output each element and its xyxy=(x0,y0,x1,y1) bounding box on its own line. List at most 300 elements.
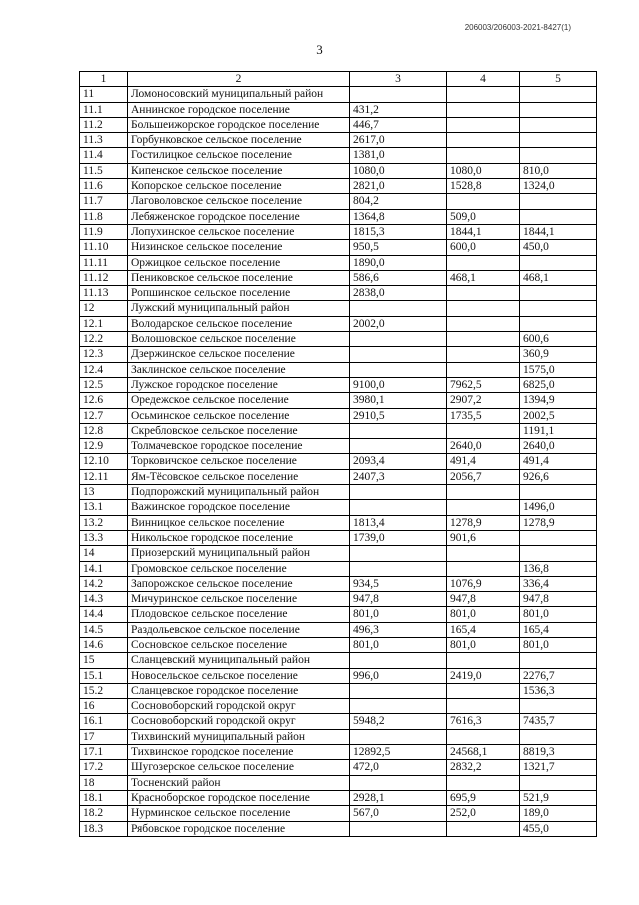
value-col3-cell xyxy=(350,87,447,102)
value-col5-cell: 491,4 xyxy=(520,454,597,469)
value-col4-cell: 2640,0 xyxy=(447,439,520,454)
value-col4-cell: 491,4 xyxy=(447,454,520,469)
value-col5-cell: 947,8 xyxy=(520,592,597,607)
value-col4-cell xyxy=(447,821,520,836)
value-col4-cell xyxy=(447,87,520,102)
value-col4-cell xyxy=(447,546,520,561)
value-col3-cell: 446,7 xyxy=(350,117,447,132)
row-name-cell: Осьминское сельское поселение xyxy=(128,408,350,423)
table-row xyxy=(80,683,597,698)
value-col4-cell xyxy=(447,332,520,347)
value-col3-cell xyxy=(350,653,447,668)
value-col5-cell: 165,4 xyxy=(520,622,597,637)
table-row xyxy=(80,806,597,821)
row-code-cell: 12 xyxy=(80,301,128,316)
row-code-cell: 12.5 xyxy=(80,377,128,392)
table-row xyxy=(80,408,597,423)
value-col4-cell: 1528,8 xyxy=(447,179,520,194)
value-col3-cell xyxy=(350,699,447,714)
value-col3-cell: 2407,3 xyxy=(350,469,447,484)
value-col5-cell: 1575,0 xyxy=(520,362,597,377)
table-row xyxy=(80,255,597,270)
value-col3-cell xyxy=(350,546,447,561)
value-col3-cell: 996,0 xyxy=(350,668,447,683)
value-col5-cell: 6825,0 xyxy=(520,377,597,392)
row-code-cell: 12.6 xyxy=(80,393,128,408)
value-col5-cell xyxy=(520,117,597,132)
row-code-cell: 14.3 xyxy=(80,592,128,607)
row-name-cell: Сланцевский муниципальный район xyxy=(128,653,350,668)
row-name-cell: Заклинское сельское поселение xyxy=(128,362,350,377)
value-col5-cell: 1321,7 xyxy=(520,760,597,775)
value-col5-cell xyxy=(520,546,597,561)
row-name-cell: Рябовское городское поселение xyxy=(128,821,350,836)
table-row xyxy=(80,653,597,668)
table-row xyxy=(80,133,597,148)
table-body xyxy=(80,72,597,837)
value-col4-cell: 2419,0 xyxy=(447,668,520,683)
row-code-cell: 17.2 xyxy=(80,760,128,775)
row-name-cell: Шугозерское сельское поселение xyxy=(128,760,350,775)
value-col3-cell: 9100,0 xyxy=(350,377,447,392)
row-code-cell: 11.11 xyxy=(80,255,128,270)
row-code-cell: 11 xyxy=(80,87,128,102)
value-col3-cell: 2617,0 xyxy=(350,133,447,148)
value-col4-cell: 468,1 xyxy=(447,270,520,285)
row-code-cell: 14.5 xyxy=(80,622,128,637)
value-col5-cell: 1536,3 xyxy=(520,683,597,698)
row-code-cell: 15 xyxy=(80,653,128,668)
table-row xyxy=(80,561,597,576)
value-col4-cell xyxy=(447,699,520,714)
value-col4-cell: 801,0 xyxy=(447,637,520,652)
row-code-cell: 12.2 xyxy=(80,332,128,347)
value-col3-cell xyxy=(350,301,447,316)
row-code-cell: 11.12 xyxy=(80,270,128,285)
value-col3-cell xyxy=(350,683,447,698)
table-row xyxy=(80,515,597,530)
value-col5-cell: 1394,9 xyxy=(520,393,597,408)
row-name-cell: Толмачевское городское поселение xyxy=(128,439,350,454)
value-col3-cell: 801,0 xyxy=(350,607,447,622)
table-row xyxy=(80,668,597,683)
value-col3-cell xyxy=(350,729,447,744)
row-code-cell: 14.4 xyxy=(80,607,128,622)
table-row xyxy=(80,332,597,347)
header-cell: 2 xyxy=(128,72,350,87)
value-col5-cell xyxy=(520,485,597,500)
row-name-cell: Володарское сельское поселение xyxy=(128,316,350,331)
table-row xyxy=(80,821,597,836)
value-col3-cell: 496,3 xyxy=(350,622,447,637)
value-col3-cell: 1080,0 xyxy=(350,163,447,178)
row-name-cell: Копорское сельское поселение xyxy=(128,179,350,194)
value-col4-cell: 2832,2 xyxy=(447,760,520,775)
value-col3-cell: 801,0 xyxy=(350,637,447,652)
table-row xyxy=(80,117,597,132)
row-code-cell: 11.2 xyxy=(80,117,128,132)
table-row xyxy=(80,148,597,163)
row-name-cell: Низинское сельское поселение xyxy=(128,240,350,255)
table-row xyxy=(80,423,597,438)
row-name-cell: Лужский муниципальный район xyxy=(128,301,350,316)
value-col4-cell xyxy=(447,102,520,117)
table-row xyxy=(80,163,597,178)
value-col3-cell: 2821,0 xyxy=(350,179,447,194)
value-col5-cell xyxy=(520,653,597,668)
value-col3-cell xyxy=(350,362,447,377)
value-col4-cell xyxy=(447,775,520,790)
row-code-cell: 12.3 xyxy=(80,347,128,362)
value-col5-cell xyxy=(520,133,597,148)
row-name-cell: Большеижорское городское поселение xyxy=(128,117,350,132)
value-col5-cell: 455,0 xyxy=(520,821,597,836)
value-col3-cell: 947,8 xyxy=(350,592,447,607)
value-col3-cell: 2928,1 xyxy=(350,790,447,805)
value-col5-cell: 521,9 xyxy=(520,790,597,805)
row-code-cell: 14.2 xyxy=(80,576,128,591)
value-col5-cell: 8819,3 xyxy=(520,745,597,760)
value-col4-cell: 2056,7 xyxy=(447,469,520,484)
value-col5-cell: 1191,1 xyxy=(520,423,597,438)
value-col4-cell: 1076,9 xyxy=(447,576,520,591)
value-col5-cell: 600,6 xyxy=(520,332,597,347)
value-col5-cell: 2002,5 xyxy=(520,408,597,423)
value-col5-cell: 360,9 xyxy=(520,347,597,362)
value-col5-cell: 1496,0 xyxy=(520,500,597,515)
table-row xyxy=(80,240,597,255)
value-col4-cell: 509,0 xyxy=(447,209,520,224)
table-row xyxy=(80,301,597,316)
table-row xyxy=(80,469,597,484)
table-row xyxy=(80,439,597,454)
value-col5-cell xyxy=(520,194,597,209)
table-row xyxy=(80,209,597,224)
value-col5-cell xyxy=(520,255,597,270)
table-row xyxy=(80,745,597,760)
row-name-cell: Тихвинский муниципальный район xyxy=(128,729,350,744)
value-col5-cell: 2640,0 xyxy=(520,439,597,454)
table-row xyxy=(80,592,597,607)
row-name-cell: Лебяженское городское поселение xyxy=(128,209,350,224)
row-code-cell: 12.8 xyxy=(80,423,128,438)
value-col4-cell: 7962,5 xyxy=(447,377,520,392)
row-name-cell: Гостилицкое сельское поселение xyxy=(128,148,350,163)
value-col5-cell: 810,0 xyxy=(520,163,597,178)
value-col4-cell: 165,4 xyxy=(447,622,520,637)
value-col3-cell: 2002,0 xyxy=(350,316,447,331)
value-col5-cell: 801,0 xyxy=(520,607,597,622)
value-col3-cell: 3980,1 xyxy=(350,393,447,408)
table-row xyxy=(80,102,597,117)
row-code-cell: 14.6 xyxy=(80,637,128,652)
value-col5-cell xyxy=(520,148,597,163)
row-name-cell: Новосельское сельское поселение xyxy=(128,668,350,683)
row-name-cell: Ям-Тёсовское сельское поселение xyxy=(128,469,350,484)
row-code-cell: 11.5 xyxy=(80,163,128,178)
table-row xyxy=(80,622,597,637)
value-col3-cell xyxy=(350,347,447,362)
table-row xyxy=(80,194,597,209)
row-name-cell: Никольское городское поселение xyxy=(128,530,350,545)
row-name-cell: Скребловское сельское поселение xyxy=(128,423,350,438)
row-code-cell: 18.1 xyxy=(80,790,128,805)
value-col4-cell: 695,9 xyxy=(447,790,520,805)
value-col5-cell xyxy=(520,301,597,316)
value-col4-cell: 600,0 xyxy=(447,240,520,255)
row-name-cell: Лопухинское сельское поселение xyxy=(128,224,350,239)
value-col5-cell xyxy=(520,87,597,102)
row-name-cell: Дзержинское сельское поселение xyxy=(128,347,350,362)
row-name-cell: Оредежское сельское поселение xyxy=(128,393,350,408)
value-col3-cell xyxy=(350,500,447,515)
value-col3-cell xyxy=(350,439,447,454)
value-col3-cell: 1381,0 xyxy=(350,148,447,163)
value-col4-cell xyxy=(447,316,520,331)
row-code-cell: 17 xyxy=(80,729,128,744)
value-col3-cell: 950,5 xyxy=(350,240,447,255)
value-col3-cell: 1890,0 xyxy=(350,255,447,270)
row-code-cell: 11.8 xyxy=(80,209,128,224)
table-row xyxy=(80,714,597,729)
row-name-cell: Сланцевское городское поселение xyxy=(128,683,350,698)
table-row xyxy=(80,576,597,591)
row-name-cell: Пениковское сельское поселение xyxy=(128,270,350,285)
row-code-cell: 12.7 xyxy=(80,408,128,423)
value-col3-cell: 12892,5 xyxy=(350,745,447,760)
value-col5-cell xyxy=(520,729,597,744)
value-col3-cell: 804,2 xyxy=(350,194,447,209)
row-code-cell: 16 xyxy=(80,699,128,714)
value-col3-cell: 1813,4 xyxy=(350,515,447,530)
row-code-cell: 18.3 xyxy=(80,821,128,836)
row-code-cell: 14.1 xyxy=(80,561,128,576)
value-col4-cell: 1278,9 xyxy=(447,515,520,530)
value-col5-cell xyxy=(520,530,597,545)
value-col3-cell xyxy=(350,485,447,500)
value-col4-cell xyxy=(447,148,520,163)
value-col5-cell xyxy=(520,286,597,301)
row-code-cell: 18.2 xyxy=(80,806,128,821)
row-name-cell: Оржицкое сельское поселение xyxy=(128,255,350,270)
row-name-cell: Волошовское сельское поселение xyxy=(128,332,350,347)
table-row xyxy=(80,775,597,790)
value-col5-cell: 7435,7 xyxy=(520,714,597,729)
value-col4-cell xyxy=(447,653,520,668)
row-name-cell: Запорожское сельское поселение xyxy=(128,576,350,591)
table-row xyxy=(80,347,597,362)
value-col3-cell xyxy=(350,423,447,438)
row-code-cell: 13.2 xyxy=(80,515,128,530)
row-name-cell: Ломоносовский муниципальный район xyxy=(128,87,350,102)
value-col4-cell xyxy=(447,117,520,132)
value-col3-cell: 5948,2 xyxy=(350,714,447,729)
row-name-cell: Лаговоловское сельское поселение xyxy=(128,194,350,209)
value-col4-cell xyxy=(447,500,520,515)
value-col3-cell: 586,6 xyxy=(350,270,447,285)
header-cell: 5 xyxy=(520,72,597,87)
row-name-cell: Ропшинское сельское поселение xyxy=(128,286,350,301)
value-col5-cell xyxy=(520,316,597,331)
table-row xyxy=(80,316,597,331)
header-cell: 4 xyxy=(447,72,520,87)
value-col5-cell xyxy=(520,209,597,224)
value-col3-cell: 472,0 xyxy=(350,760,447,775)
value-col4-cell: 947,8 xyxy=(447,592,520,607)
row-code-cell: 11.1 xyxy=(80,102,128,117)
table-row xyxy=(80,485,597,500)
data-table xyxy=(79,71,597,837)
row-name-cell: Тосненский район xyxy=(128,775,350,790)
table-row xyxy=(80,393,597,408)
value-col5-cell: 468,1 xyxy=(520,270,597,285)
row-name-cell: Тихвинское городское поселение xyxy=(128,745,350,760)
value-col5-cell: 136,8 xyxy=(520,561,597,576)
table-row xyxy=(80,179,597,194)
value-col4-cell xyxy=(447,485,520,500)
value-col3-cell: 1739,0 xyxy=(350,530,447,545)
value-col4-cell: 901,6 xyxy=(447,530,520,545)
row-code-cell: 11.3 xyxy=(80,133,128,148)
row-name-cell: Мичуринское сельское поселение xyxy=(128,592,350,607)
value-col4-cell: 2907,2 xyxy=(447,393,520,408)
table-row xyxy=(80,729,597,744)
table-row xyxy=(80,607,597,622)
table-row xyxy=(80,790,597,805)
value-col5-cell xyxy=(520,102,597,117)
value-col4-cell xyxy=(447,347,520,362)
row-code-cell: 17.1 xyxy=(80,745,128,760)
value-col3-cell: 934,5 xyxy=(350,576,447,591)
value-col5-cell: 2276,7 xyxy=(520,668,597,683)
row-code-cell: 15.2 xyxy=(80,683,128,698)
value-col4-cell: 24568,1 xyxy=(447,745,520,760)
row-code-cell: 16.1 xyxy=(80,714,128,729)
value-col5-cell xyxy=(520,699,597,714)
row-code-cell: 13.1 xyxy=(80,500,128,515)
row-name-cell: Красноборское городское поселение xyxy=(128,790,350,805)
row-code-cell: 11.4 xyxy=(80,148,128,163)
row-code-cell: 13 xyxy=(80,485,128,500)
table-row xyxy=(80,500,597,515)
header-cell: 1 xyxy=(80,72,128,87)
row-name-cell: Горбунковское сельское поселение xyxy=(128,133,350,148)
value-col4-cell: 801,0 xyxy=(447,607,520,622)
table-row xyxy=(80,87,597,102)
value-col3-cell: 2838,0 xyxy=(350,286,447,301)
row-code-cell: 15.1 xyxy=(80,668,128,683)
value-col4-cell: 7616,3 xyxy=(447,714,520,729)
value-col4-cell xyxy=(447,683,520,698)
value-col3-cell: 1815,3 xyxy=(350,224,447,239)
value-col5-cell: 450,0 xyxy=(520,240,597,255)
row-code-cell: 11.9 xyxy=(80,224,128,239)
value-col4-cell xyxy=(447,561,520,576)
row-name-cell: Сосновское сельское поселение xyxy=(128,637,350,652)
row-code-cell: 18 xyxy=(80,775,128,790)
row-code-cell: 12.10 xyxy=(80,454,128,469)
table-row xyxy=(80,530,597,545)
table-row xyxy=(80,224,597,239)
row-code-cell: 11.13 xyxy=(80,286,128,301)
row-name-cell: Подпорожский муниципальный район xyxy=(128,485,350,500)
document-id: 206003/206003-2021-8427(1) xyxy=(464,23,571,32)
value-col5-cell: 1278,9 xyxy=(520,515,597,530)
value-col4-cell xyxy=(447,133,520,148)
value-col3-cell xyxy=(350,561,447,576)
value-col4-cell xyxy=(447,729,520,744)
row-name-cell: Аннинское городское поселение xyxy=(128,102,350,117)
table-row xyxy=(80,270,597,285)
row-name-cell: Лужское городское поселение xyxy=(128,377,350,392)
value-col4-cell xyxy=(447,255,520,270)
row-code-cell: 11.10 xyxy=(80,240,128,255)
row-name-cell: Громовское сельское поселение xyxy=(128,561,350,576)
row-name-cell: Сосновоборский городской округ xyxy=(128,714,350,729)
row-name-cell: Торковичское сельское поселение xyxy=(128,454,350,469)
row-name-cell: Винницкое сельское поселение xyxy=(128,515,350,530)
table-row xyxy=(80,286,597,301)
row-code-cell: 12.11 xyxy=(80,469,128,484)
value-col4-cell: 1735,5 xyxy=(447,408,520,423)
value-col5-cell: 801,0 xyxy=(520,637,597,652)
row-code-cell: 11.7 xyxy=(80,194,128,209)
value-col4-cell xyxy=(447,362,520,377)
row-name-cell: Сосновоборский городской округ xyxy=(128,699,350,714)
table-row xyxy=(80,362,597,377)
value-col3-cell xyxy=(350,821,447,836)
row-name-cell: Кипенское сельское поселение xyxy=(128,163,350,178)
row-name-cell: Раздольевское сельское поселение xyxy=(128,622,350,637)
value-col5-cell: 336,4 xyxy=(520,576,597,591)
table-row xyxy=(80,546,597,561)
value-col3-cell: 431,2 xyxy=(350,102,447,117)
value-col4-cell: 252,0 xyxy=(447,806,520,821)
value-col4-cell: 1080,0 xyxy=(447,163,520,178)
table-row xyxy=(80,637,597,652)
value-col5-cell: 189,0 xyxy=(520,806,597,821)
value-col3-cell: 2093,4 xyxy=(350,454,447,469)
value-col5-cell: 1324,0 xyxy=(520,179,597,194)
value-col3-cell: 1364,8 xyxy=(350,209,447,224)
header-cell: 3 xyxy=(350,72,447,87)
value-col4-cell xyxy=(447,194,520,209)
value-col4-cell xyxy=(447,286,520,301)
value-col5-cell xyxy=(520,775,597,790)
value-col3-cell: 567,0 xyxy=(350,806,447,821)
value-col4-cell xyxy=(447,423,520,438)
table-header-row xyxy=(80,72,597,87)
table-row xyxy=(80,454,597,469)
value-col5-cell: 1844,1 xyxy=(520,224,597,239)
table-row xyxy=(80,699,597,714)
row-name-cell: Плодовское сельское поселение xyxy=(128,607,350,622)
row-code-cell: 14 xyxy=(80,546,128,561)
row-name-cell: Нурминское сельское поселение xyxy=(128,806,350,821)
row-name-cell: Приозерский муниципальный район xyxy=(128,546,350,561)
value-col4-cell: 1844,1 xyxy=(447,224,520,239)
value-col3-cell xyxy=(350,775,447,790)
row-code-cell: 12.4 xyxy=(80,362,128,377)
value-col5-cell: 926,6 xyxy=(520,469,597,484)
table-row xyxy=(80,760,597,775)
row-code-cell: 13.3 xyxy=(80,530,128,545)
value-col4-cell xyxy=(447,301,520,316)
row-code-cell: 12.1 xyxy=(80,316,128,331)
page-number: 3 xyxy=(316,42,323,57)
value-col3-cell xyxy=(350,332,447,347)
row-name-cell: Важинское городское поселение xyxy=(128,500,350,515)
